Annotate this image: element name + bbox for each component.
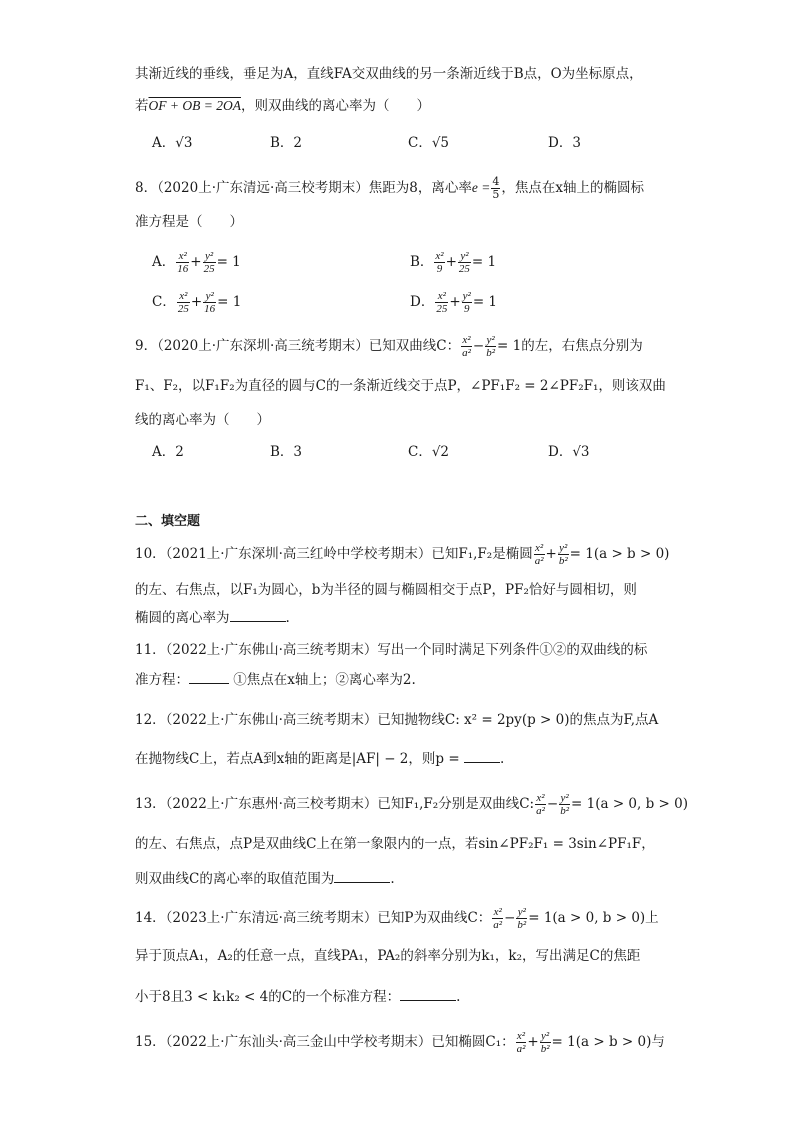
- q8-option-d[interactable]: D． $\frac{\text{x²}}{25}$ + $\frac{\text{y²}}{9}$ = 1: [410, 290, 498, 315]
- q9-text-line1: 9．（2020上·广东深圳·高三统考期末）已知双曲线C： $\frac{\text{x²}}{\text{a²}}$ − $\frac{\text{y²}}{\text{b²}}$ = 1的左，右焦点分别为: [135, 334, 643, 359]
- q7-option-d[interactable]: D．3: [548, 135, 581, 151]
- q8-option-c[interactable]: C． $\frac{\text{x²}}{25}$ + $\frac{\text{y²}}{16}$ = 1: [152, 290, 242, 315]
- vector-equation: OF + OB = 2OA: [148, 98, 241, 113]
- q15-text-line1: 15．（2022上·广东汕头·高三金山中学校考期末）已知椭圆C₁： $\frac{\text{x²}}{\text{a²}}$ + $\frac{\text{y²}}{\text{b²}}$ = 1(a > b > 0)与: [135, 1030, 665, 1055]
- q14-text-line1: 14．（2023上·广东清远·高三统考期末）已知P为双曲线C： $\frac{\text{x²}}{\text{a²}}$ − $\frac{\text{y²}}{\text{b²}}$ = 1(a > 0, b > 0)上: [135, 906, 659, 931]
- q13-text-line3: 则双曲线C的离心率的取值范围为 .: [135, 868, 395, 889]
- q7-options: [152, 133, 712, 153]
- q7-option-b[interactable]: B．2: [270, 135, 303, 151]
- q7-option-a[interactable]: A．√3: [152, 135, 193, 151]
- q11-text-line2: 准方程： ①焦点在x轴上；②离心率为2.: [135, 669, 416, 690]
- q7-text-line2: 若OF + OB = 2OA，则双曲线的离心率为（ ）: [135, 98, 430, 114]
- q13-text-line1: 13．（2022上·广东惠州·高三校考期末）已知F₁,F₂分别是双曲线C: $\frac{\text{x²}}{\text{a²}}$ − $\frac{\text{y²}}{\text{b²}}$ = 1(a > 0, b > 0): [135, 792, 688, 817]
- q8-text-line2: 准方程是（ ）: [135, 214, 243, 230]
- q8-text-line1: 8．（2020上·广东清远·高三校考期末）焦距为8，离心率e = $\frac{4}{5}$ ，焦点在x轴上的椭圆标: [135, 175, 644, 201]
- q9-text-line2: F₁、F₂，以F₁F₂为直径的圆与C的一条渐近线交于点P，∠PF₁F₂ = 2∠PF₂F₁，则该双曲: [135, 378, 666, 394]
- q13-text-line2: 的左、右焦点，点P是双曲线C上在第一象限内的一点，若sin∠PF₂F₁ = 3sin∠PF₁F，: [135, 836, 655, 852]
- answer-blank[interactable]: [400, 986, 456, 1001]
- section-title-fill-in: 二、填空题: [135, 514, 201, 529]
- answer-blank[interactable]: [334, 868, 390, 883]
- q9-option-a[interactable]: A．2: [152, 444, 184, 460]
- q7-text-line1: 其渐近线的垂线，垂足为A，直线FA交双曲线的另一条渐近线于B点，O为坐标原点，: [135, 66, 643, 82]
- answer-blank[interactable]: [189, 669, 229, 684]
- q10-text-line2: 的左、右焦点，以F₁为圆心，b为半径的圆与椭圆相交于点P，PF₂恰好与圆相切，则: [135, 582, 637, 598]
- q10-text-line3: 椭圆的离心率为 .: [135, 607, 290, 628]
- q14-text-line2: 异于顶点A₁，A₂的任意一点，直线PA₁，PA₂的斜率分别为k₁，k₂，写出满足C的焦距: [135, 948, 641, 964]
- fraction: $\frac{4}{5}$: [492, 175, 500, 201]
- q7-option-c[interactable]: C．√5: [408, 135, 450, 151]
- answer-blank[interactable]: [464, 748, 500, 763]
- q11-text-line1: 11．（2022上·广东佛山·高三统考期末）写出一个同时满足下列条件①②的双曲线的标: [135, 642, 648, 658]
- q9-options: [152, 442, 712, 462]
- q9-option-d[interactable]: D．√3: [548, 444, 590, 460]
- q12-text-line2: 在抛物线C上，若点A到x轴的距离是|AF| − 2，则p = .: [135, 748, 504, 769]
- q9-option-b[interactable]: B．3: [270, 444, 303, 460]
- q8-option-b[interactable]: B． $\frac{\text{x²}}{9}$ + $\frac{\text{y²}}{25}$ = 1: [410, 250, 497, 275]
- q9-option-c[interactable]: C．√2: [408, 444, 450, 460]
- answer-blank[interactable]: [230, 607, 286, 622]
- q8-option-a[interactable]: A． $\frac{\text{x²}}{16}$ + $\frac{\text{y²}}{25}$ = 1: [152, 250, 241, 275]
- q14-text-line3: 小于8且3 < k₁k₂ < 4的C的一个标准方程： .: [135, 986, 460, 1007]
- q10-text-line1: 10．（2021上·广东深圳·高三红岭中学校考期末）已知F₁,F₂是椭圆 $\frac{\text{x²}}{\text{a²}}$ + $\frac{\text{y²}}{\text{b²}}$ = 1(a > b > 0): [135, 542, 670, 567]
- q9-text-line3: 线的离心率为（ ）: [135, 412, 270, 428]
- q12-text-line1: 12．（2022上·广东佛山·高三统考期末）已知抛物线C: x² = 2py(p > 0)的焦点为F,点A: [135, 712, 659, 728]
